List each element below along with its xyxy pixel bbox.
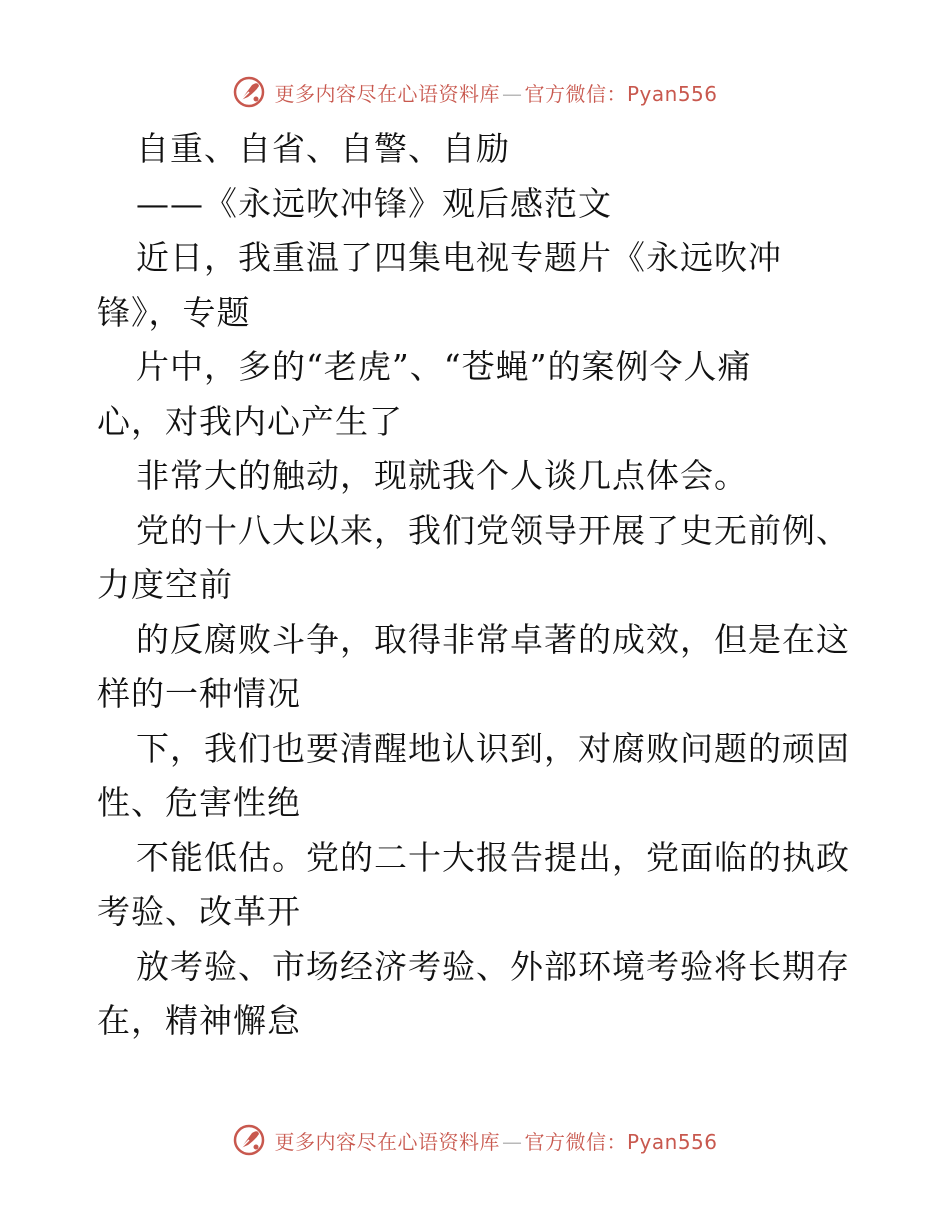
feather-pen-logo-icon — [232, 75, 266, 109]
header-promo — [274, 78, 717, 107]
text-line: 在，精神懈怠 — [97, 1001, 301, 1040]
header-banner-content — [232, 75, 717, 109]
document-lines — [97, 231, 857, 1049]
text-line: 非常大的触动，现就我个人谈几点体会。 — [136, 456, 748, 495]
document-title: 自重、自省、自警、自励 — [136, 129, 510, 168]
footer-promo-text: 更多内容尽在心语资料库 — [274, 1129, 500, 1154]
text-line: 近日，我重温了四集电视专题片《永远吹冲 — [136, 238, 782, 277]
text-line: 锋》，专题 — [97, 292, 251, 332]
text-line: 心，对我内心产生了 — [97, 401, 403, 441]
text-line: 考验、改革开 — [97, 892, 301, 931]
footer-banner — [0, 1120, 950, 1160]
footer-promo — [274, 1126, 717, 1155]
footer-separator: — — [501, 1129, 523, 1154]
text-line: 样的一种情况 — [97, 674, 301, 713]
footer-banner-content — [232, 1123, 717, 1157]
text-line: 党的十八大以来，我们党领导开展了史无前例、 — [136, 510, 850, 550]
footer-wechat-label: 官方微信： — [524, 1129, 627, 1154]
feather-pen-logo-icon — [232, 1123, 266, 1157]
text-line: 片中，多的“老虎”、“苍蝇”的案例令人痛 — [136, 347, 752, 386]
document-body — [97, 122, 857, 1049]
header-separator: — — [501, 81, 523, 106]
text-line: 放考验、市场经济考验、外部环境考验将长期存 — [136, 946, 850, 986]
text-line: 性、危害性绝 — [97, 783, 301, 822]
text-line: 不能低估。党的二十大报告提出，党面临的执政 — [136, 837, 850, 877]
text-line: 下，我们也要清醒地认识到，对腐败问题的顽固 — [136, 728, 850, 768]
header-promo-text: 更多内容尽在心语资料库 — [274, 81, 500, 106]
header-wechat-account: Pyan556 — [626, 81, 718, 106]
text-line: 的反腐败斗争，取得非常卓著的成效，但是在这 — [136, 619, 850, 659]
footer-wechat-account: Pyan556 — [626, 1129, 718, 1154]
document-subtitle: ——《永远吹冲锋》观后感范文 — [136, 183, 612, 223]
header-wechat-label: 官方微信： — [524, 81, 627, 106]
text-line: 力度空前 — [97, 565, 233, 604]
header-banner — [0, 72, 950, 112]
